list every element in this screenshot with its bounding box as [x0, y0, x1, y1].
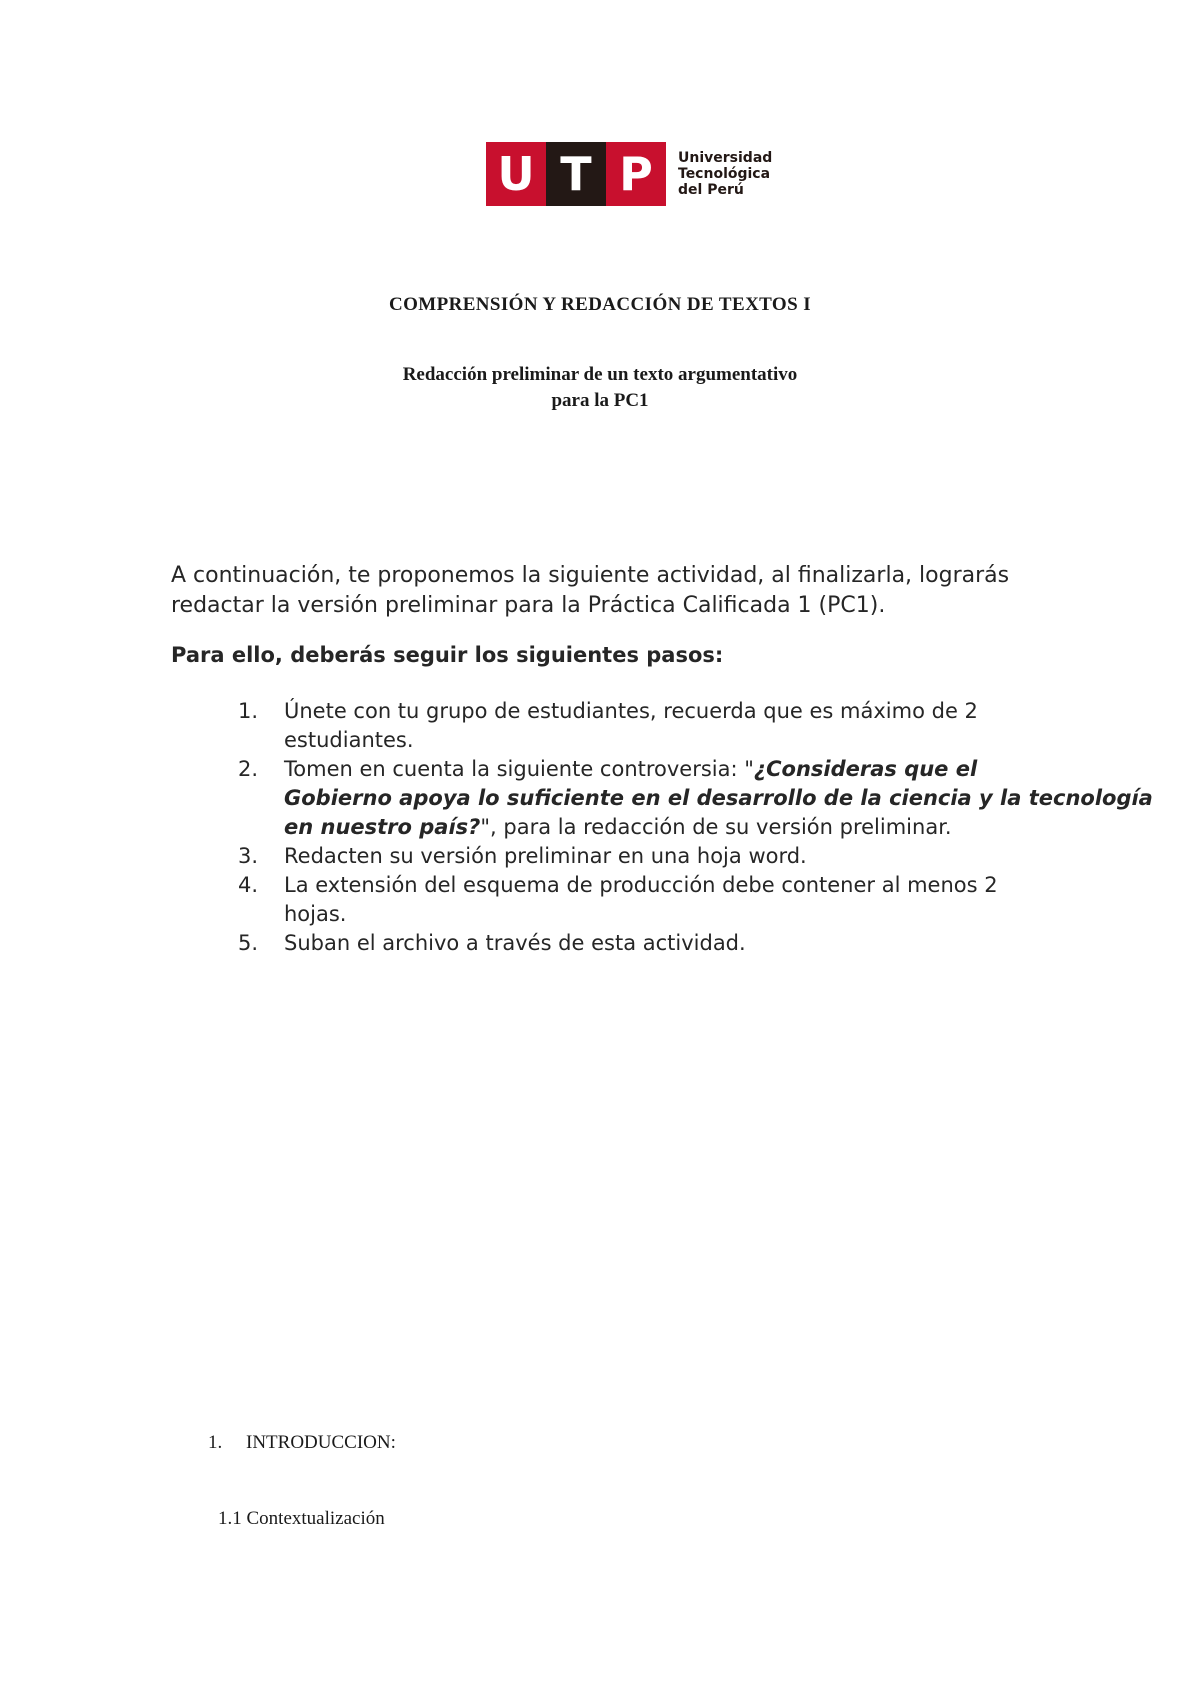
- step-text: [284, 842, 807, 871]
- utp-logo: [486, 142, 772, 206]
- step-line: [284, 784, 1153, 813]
- step-item: [238, 697, 1038, 755]
- logo-name-line: Tecnológica: [678, 166, 771, 182]
- intro-paragraph: [171, 561, 1051, 621]
- step-item: [238, 929, 1038, 958]
- step-number: 4.: [238, 873, 259, 897]
- course-title: COMPRENSIÓN Y REDACCIÓN DE TEXTOS I: [388, 294, 812, 315]
- section-number: 1.: [208, 1432, 223, 1453]
- step-line: Redacten su versión preliminar en una hoja word.: [284, 844, 807, 868]
- step-line: estudiantes.: [284, 728, 414, 752]
- step-item: [238, 842, 1038, 871]
- step-line: hojas.: [284, 902, 347, 926]
- step-line: [284, 813, 1153, 842]
- controversy-question: Gobierno apoya lo suficiente en el desarrollo de la ciencia y la tecnología: [284, 786, 1153, 810]
- step-number: 2.: [238, 757, 259, 781]
- step-number: 5.: [238, 931, 259, 955]
- step-text: [284, 929, 746, 958]
- subtitle-line: Redacción preliminar de un texto argumentativo: [402, 364, 798, 385]
- document-subtitle: [0, 362, 1200, 414]
- section-label: INTRODUCCION:: [246, 1432, 396, 1453]
- step-line: [284, 755, 1153, 784]
- controversy-question: en nuestro país?: [284, 815, 481, 839]
- logo-university-name: [678, 150, 772, 198]
- step-item: [238, 871, 1038, 929]
- step-number: 3.: [238, 844, 259, 868]
- controversy-question: ¿Consideras que el: [753, 757, 978, 781]
- intro-line: redactar la versión preliminar para la Práctica Calificada 1 (PC1).: [171, 593, 886, 618]
- intro-line: A continuación, te proponemos la siguiente actividad, al finalizarla, lograrás: [171, 563, 1010, 588]
- subsection-contextualizacion: 1.1 Contextualización: [218, 1508, 385, 1529]
- logo-letter-u: U: [486, 142, 546, 206]
- step-text: [284, 755, 1153, 842]
- logo-name-line: Universidad: [678, 150, 773, 166]
- logo-letter-t: T: [546, 142, 606, 206]
- step-text-plain: ", para la redacción de su versión preliminar.: [480, 815, 952, 839]
- section-introduccion: [208, 1432, 396, 1454]
- step-text: [284, 871, 998, 929]
- steps-heading: Para ello, deberás seguir los siguientes pasos:: [171, 643, 724, 667]
- step-line: Suban el archivo a través de esta actividad.: [284, 931, 746, 955]
- step-line: La extensión del esquema de producción debe contener al menos 2: [284, 873, 998, 897]
- step-line: Únete con tu grupo de estudiantes, recuerda que es máximo de 2: [284, 699, 978, 723]
- steps-list: [238, 697, 1153, 958]
- step-item: [238, 755, 1153, 842]
- step-text: [284, 697, 978, 755]
- step-number: 1.: [238, 699, 259, 723]
- logo-name-line: del Perú: [678, 182, 744, 198]
- logo-letter-p: P: [606, 142, 666, 206]
- step-text-plain: Tomen en cuenta la siguiente controversia: ": [284, 757, 754, 781]
- subtitle-line: para la PC1: [551, 390, 649, 411]
